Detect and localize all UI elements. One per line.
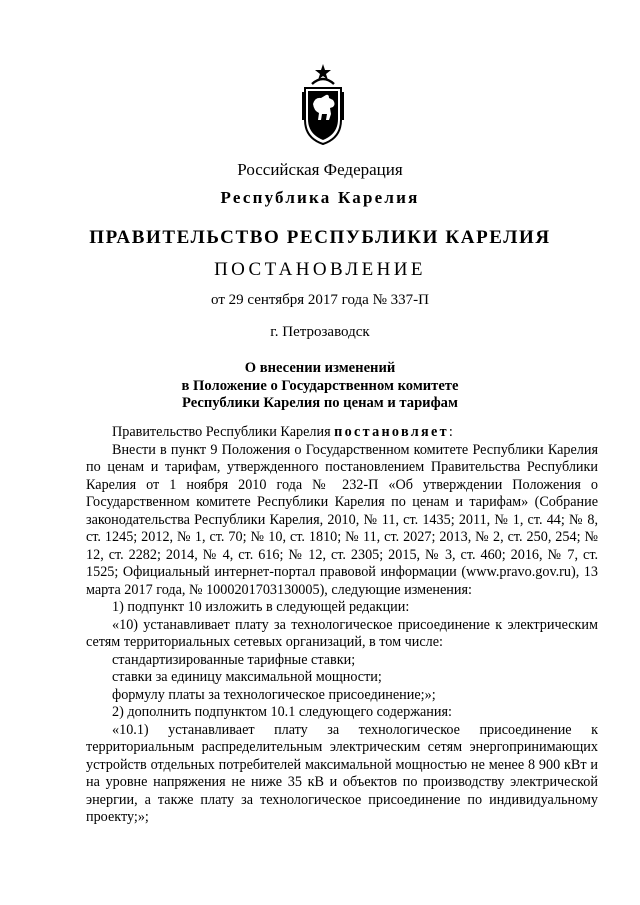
document-type: ПОСТАНОВЛЕНИЕ: [214, 259, 426, 280]
body-paragraph: «10.1) устанавливает плату за технологическое присоединение к территориальным распределительным электрическим сетям энергопринимающих устройств отдельных потребителей максимальной мощностью не менее 8 900 кВт и на уровне напряжения не ниже 35 кВ и объектов по производству электрической энергии, а также плату за технологическое присоединение по индивидуальному проекту;»;: [86, 721, 598, 825]
body-paragraph: стандартизированные тарифные ставки;: [112, 651, 356, 668]
body-paragraph: 2) дополнить подпунктом 10.1 следующего содержания:: [112, 704, 452, 720]
subject-line: Республики Карелия по ценам и тарифам: [182, 395, 458, 411]
intro-suffix: :: [448, 424, 453, 440]
government-title: ПРАВИТЕЛЬСТВО РЕСПУБЛИКИ КАРЕЛИЯ: [89, 227, 551, 248]
intro-prefix: Правительство Республики Карелия: [112, 424, 335, 440]
body-paragraph: Внести в пункт 9 Положения о Государственном комитете Республики Карелия по ценам и тарифам, утвержденного постановлением Правительства Республики Карелия от 1 ноября 2010 года № 232-П «Об утверждении Положения о Государственном комитете Республики Карелия по ценам и тарифам» (Собрание законодательства Республики Карелия, 2010, № 11, ст. 1435; 2011, № 1, ст. 44; № 8, ст. 1245; 2012, № 1, ст. 70; № 10, ст. 1810; № 11, ст. 2027; 2013, № 2, ст. 250, 254; № 12, ст. 2282; 2014, № 4, ст. 616; № 12, ст. 2305; 2015, № 3, ст. 460; 2016, № 7, ст. 1525; Официальный интернет-портал правовой информации (www.pravo.gov.ru), 13 марта 2017 года, № 1000201703130005), следующие изменения:: [86, 441, 598, 598]
subject-line: в Положение о Государственном комитете: [181, 377, 459, 394]
body-paragraph: 1) подпункт 10 изложить в следующей редакции:: [112, 599, 410, 615]
document-subject: [0, 360, 640, 413]
body-paragraph: «10) устанавливает плату за технологическое присоединение к электрическим сетям территориальных сетевых организаций, в том числе:: [86, 616, 598, 650]
body-paragraph: формулу платы за технологическое присоединение;»;: [112, 686, 436, 703]
decree-verb: постановляет: [334, 424, 449, 440]
document-body: [86, 424, 598, 827]
document-city: г. Петрозаводск: [270, 324, 370, 340]
republic-name: Республика Карелия: [220, 188, 420, 207]
body-paragraph: ставки за единицу максимальной мощности;: [112, 669, 382, 685]
subject-line: О внесении изменений: [244, 360, 396, 376]
federation-name: Российская Федерация: [237, 160, 403, 179]
document-date-number: от 29 сентября 2017 года № 337-П: [211, 292, 429, 308]
karelia-coat-of-arms-icon: [300, 62, 346, 146]
intro-paragraph: [86, 424, 598, 442]
